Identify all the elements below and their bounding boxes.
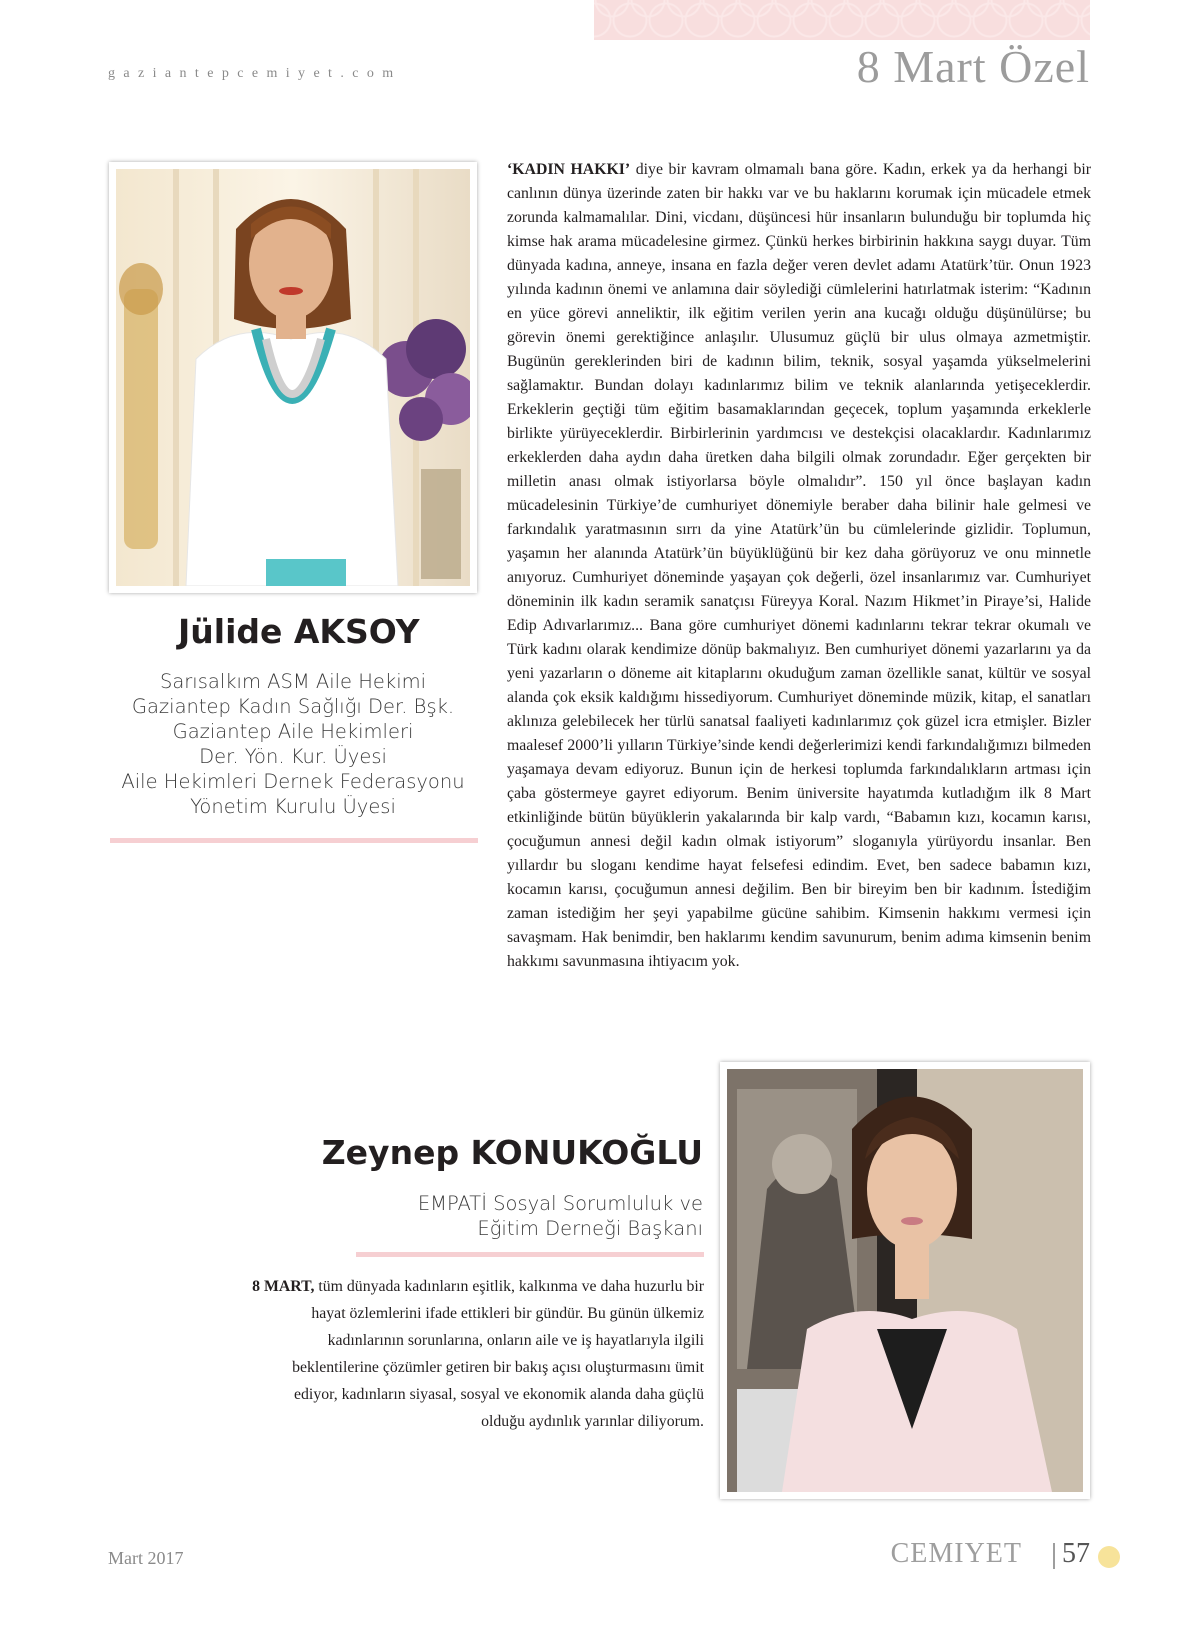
role-line: EMPATİ Sosyal Sorumluluk ve [417,1192,703,1215]
article1-name: Jülide AKSOY [178,612,420,651]
article2-divider [356,1252,704,1257]
portrait-photo-1 [109,162,477,593]
role-line: Eğitim Derneği Başkanı [477,1217,703,1240]
role-line: Gaziantep Aile Hekimleri [172,720,414,743]
article1-body [507,158,1091,974]
article2-lead: 8 MART, [252,1278,315,1295]
site-url: gaziantepcemiyet.com [108,66,402,81]
header-decorative-pattern [594,0,1090,40]
footer-separator [1053,1543,1055,1569]
footer-date: Mart 2017 [108,1548,184,1568]
role-line: Gaziantep Kadın Sağlığı Der. Bşk. [131,695,455,718]
article1-roles [110,669,476,819]
article2-text: tüm dünyada kadınların eşitlik, kalkınma ve daha huzurlu bir hayat özlemlerini ifade ettikleri bir gündür. Bu günün ülkemiz kadınlarının sorunlarına, onların aile ve iş hayatlarıyla ilgili beklentilerine çözümler getiren bir bakış açısı oluşturmasını ümit ediyor, kadınların siyasal, sosyal ve ekonomik alanda daha güçlü olduğu aydınlık yarınlar diliyorum. [292,1278,704,1430]
footer-brand-logo: CEMIYET [890,1538,1022,1569]
article2-roles [418,1191,703,1241]
role-line: Yönetim Kurulu Üyesi [190,795,396,818]
decorative-dot-icon [1098,1546,1120,1568]
page-number: 57 [1062,1538,1090,1569]
portrait-image-2 [727,1069,1083,1492]
article1-lead: ‘KADIN HAKKI’ [507,161,631,178]
article1-text: diye bir kavram olmamalı bana göre. Kadın, erkek ya da herhangi bir canlının dünya üzerinde zaten bir hakkı var ve bu haklarını korumak için mücadele etmek zorunda kalmamalılar. Dini, vicdanı, düşüncesi hür insanların bulunduğu bir toplumda hiç kimse hak arama mücadelesine girmez. Çünkü herkes birbirinin hakkına saygı duyar. Tüm dünyada kadına, anneye, insana en fazla değer veren devlet adamı Atatürk’tür. Onun 1923 yılında kadının önemi ve anlamına dair söylediği cümlelerini hatırlatmak isterim: “Kadının en yüce görevi anneliktir, ilk eğitim verilen yerin ana kucağı olduğu düşünülürse; bu görevin önemi gerektiğince anlaşılır. Ulusumuz güçlü bir ulus olmaya azmetmiştir. Bugünün gereklerinden biri de kadının bilim, teknik, sosyal yaşamda yükselmelerini sağlamaktır. Bundan dolayı kadınlarımız bilim ve teknik alanlarında yetişeceklerdir. Erkeklerin geçtiği tüm eğitim basamaklarından geçecek, toplum yaşamında erkeklerle birlikte yürüyeceklerdir. Birbirlerinin yardımcısı ve destekçisi olacaklardır. Kadınlarımız erkeklerden daha aydın daha üretken daha bilgili olmak zorundadır. Eğer gerçekten bir milletin anası olmak istiyorlarsa böyle olmalıdır”. 150 yıl önce başlayan kadın mücadelesinin Türkiye’de cumhuriyet dönemiyle beraber daha bilinir hale gelmesi ve farkındalık yaratmasının sırrı da yine Atatürk’ün bu cümlelerinde gizlidir. Toplumun, yaşamın her alanında Atatürk’ün büyüklüğünü bir kez daha görüyoruz ve onu minnetle anıyoruz. Cumhuriyet döneminde yaşayan çok değerli, özel insanlarımız var. Cumhuriyet döneminin ilk kadın seramik sanatçısı Füreyya Koral. Nazım Hikmet’in Piraye’si, Halide Edip Adıvarlarımız... Bana göre cumhuriyet dönemi kadınlarını tekrar tekrar okumalı ve Türk kadını olarak kendimize dönüp bakmalıyız. Ben cumhuriyet dönemi yazarlarını ya da yeni yazarların o döneme ait kitaplarını okuduğum zaman özellikle sanat, kültür ve sosyal alanda çok eksik kaldığımı hissediyorum. Cumhuriyet döneminde müzik, kitap, el sanatları aklınıza gelebilecek her türlü sanatsal faaliyeti kadınlarımız çok güzel icra etmişler. Bizler maalesef 2000’li yılların Türkiye’sinde kendi değerlerimizi kendi farkındalığımızı bilmeden yaşamaya devam ediyoruz. Bunun için de herkesi toplumda farkındalıkların artması için çaba göstermeye gayret ediyorum. Benim üniversite hayatımda kutladığım ilk 8 Mart etkinliğinde bütün büyüklerin yakalarında bir kalp vardı, “Babamın kızı, kocamın karısı, çocuğumun annesi değil kadın olmak istiyorum” sloganıyla yürüyordu insanlar. Ben yıllardır bu sloganı kendime hayat felsefesi edindim. Evet, ben sadece babamın kızı, kocamın karısı, çocuğumun annesi değilim. Ben bir bireyim ben bir kadınım. İstediğim zaman istediğim her şeyi yapabilme gücüne sahibim. Kimsenin hakkımı vermesi için savaşmam. Hak benimdir, ben haklarımı kendim savunurum, benim adıma kimsenin benim hakkımı savunmasına ihtiyacım yok. [507,161,1092,970]
article2-body [250,1273,704,1435]
article1-divider [110,838,478,843]
portrait-photo-2 [720,1062,1090,1499]
role-line: Der. Yön. Kur. Üyesi [199,745,387,768]
portrait-image-1 [116,169,470,586]
role-line: Sarısalkım ASM Aile Hekimi [159,670,427,693]
section-title: 8 Mart Özel [856,41,1090,92]
article2-name: Zeynep KONUKOĞLU [321,1133,703,1172]
role-line: Aile Hekimleri Dernek Federasyonu [121,770,465,793]
